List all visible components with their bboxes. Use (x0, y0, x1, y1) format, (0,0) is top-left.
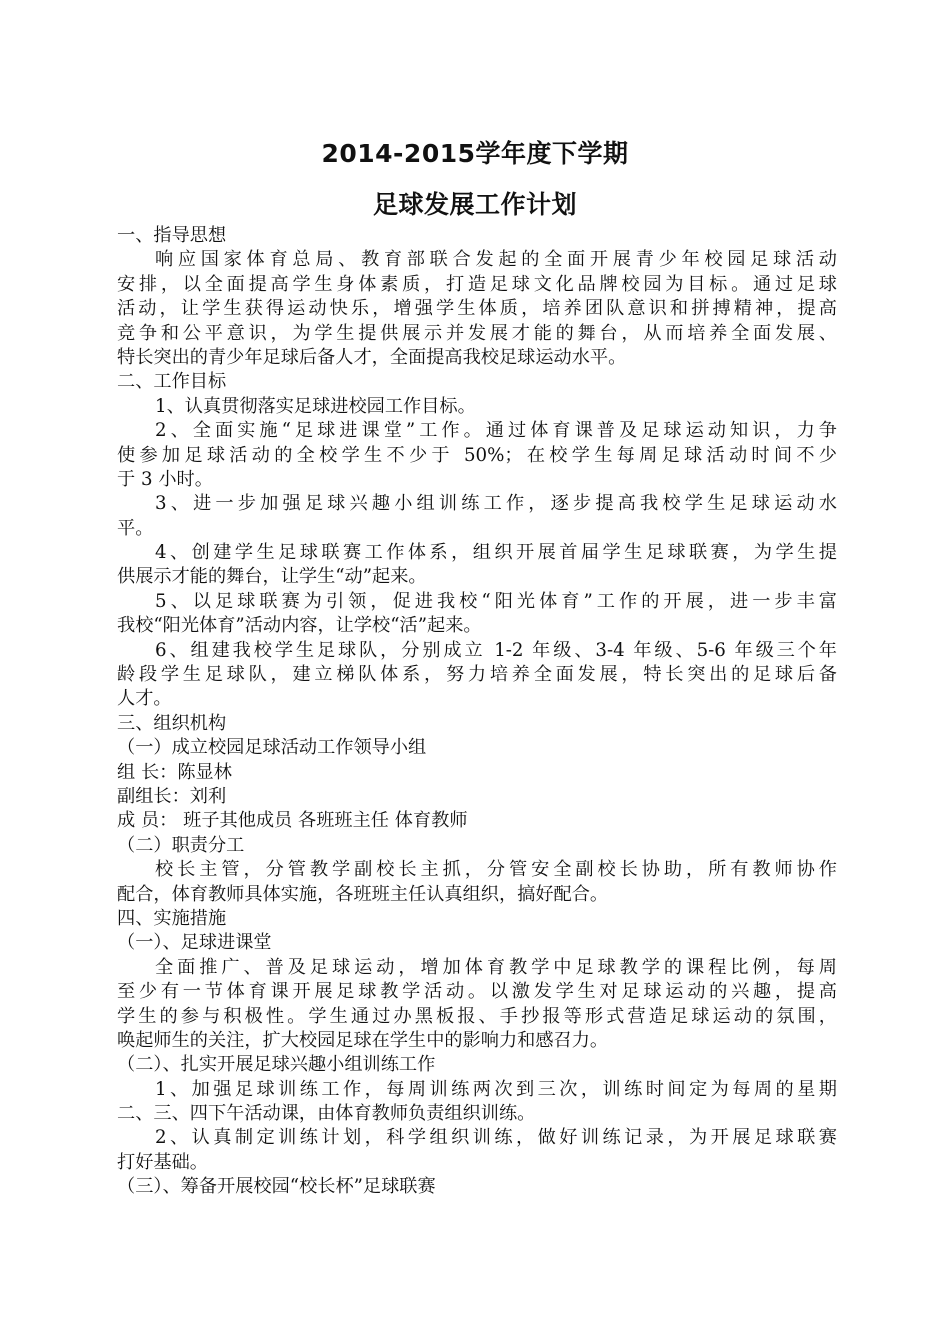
text-line: （三）、筹备开展校园“校长杯”足球联赛 (117, 1176, 436, 1198)
text-line: 特长突出的青少年足球后备人才，全面提高我校足球运动水平。 (117, 346, 627, 368)
text-line: 供展示才能的舞台，让学生“动”起来。 (117, 566, 427, 588)
text-line: （一）成立校园足球活动工作领导小组 (117, 737, 427, 759)
text-line: （一）、足球进课堂 (117, 932, 272, 954)
document-title-line-1: 2014-2015学年度下学期 (321, 139, 629, 168)
text-line: 校长主管，分管教学副校长主抓，分管安全副校长协助，所有教师协作 (155, 859, 837, 881)
text-line: 二、工作目标 (117, 371, 227, 393)
text-line: 5、以足球联赛为引领，促进我校“阳光体育”工作的开展，进一步丰富 (155, 590, 837, 612)
text-line: 配合，体育教师具体实施，各班班主任认真组织，搞好配合。 (117, 883, 609, 905)
document-body (117, 224, 837, 1200)
text-line: 3、进一步加强足球兴趣小组训练工作，逐步提高我校学生足球运动水 (155, 493, 837, 515)
text-line: 副组长：刘利 (117, 785, 227, 807)
text-line: 成 员： 班子其他成员 各班班主任 体育教师 (117, 810, 468, 832)
text-line: （二）、扎实开展足球兴趣小组训练工作 (117, 1054, 436, 1076)
text-line: 1、加强足球训练工作，每周训练两次到三次，训练时间定为每周的星期 (155, 1078, 837, 1100)
text-line: 2、全面实施“足球进课堂”工作。通过体育课普及足球运动知识，力争 (155, 420, 837, 442)
text-line: 学生的参与积极性。学生通过办黑板报、手抄报等形式营造足球运动的氛围， (117, 1005, 837, 1027)
text-line: 平。 (117, 517, 154, 539)
text-line: 唤起师生的关注，扩大校园足球在学生中的影响力和感召力。 (117, 1029, 609, 1051)
text-line: 三、组织机构 (117, 712, 227, 734)
text-line: 4、创建学生足球联赛工作体系，组织开展首届学生足球联赛，为学生提 (155, 542, 837, 564)
text-line: 于 3 小时。 (117, 468, 213, 490)
text-line: 2、认真制定训练计划，科学组织训练，做好训练记录，为开展足球联赛 (155, 1127, 837, 1149)
text-line: 全面推广、普及足球运动，增加体育教学中足球教学的课程比例，每周 (155, 956, 837, 978)
text-line: 至少有一节体育课开展足球教学活动。以激发学生对足球运动的兴趣，提高 (117, 981, 837, 1003)
document-title-line-2: 足球发展工作计划 (372, 190, 577, 219)
text-line: 响应国家体育总局、教育部联合发起的全面开展青少年校园足球活动 (155, 249, 837, 271)
text-line: 龄段学生足球队，建立梯队体系，努力培养全面发展，特长突出的足球后备 (117, 664, 837, 686)
text-line: 1、认真贯彻落实足球进校园工作目标。 (155, 395, 476, 417)
text-line: 竞争和公平意识，为学生提供展示并发展才能的舞台，从而培养全面发展、 (117, 322, 837, 344)
text-line: 一、指导思想 (117, 225, 227, 246)
text-line: 活动，让学生获得运动快乐，增强学生体质，培养团队意识和拼搏精神，提高 (117, 298, 837, 320)
text-line: 二、三、四下午活动课，由体育教师负责组织训练。 (117, 1103, 536, 1125)
text-line: 人才。 (117, 688, 172, 710)
text-line: 组 长：陈显林 (117, 761, 232, 783)
text-line: 6、组建我校学生足球队，分别成立 1-2 年级、3-4 年级、5-6 年级三个年 (155, 639, 837, 661)
text-line: 四、实施措施 (117, 907, 227, 929)
text-line: 使参加足球活动的全校学生不少于 50%；在校学生每周足球活动时间不少 (117, 444, 837, 466)
text-line: 打好基础。 (117, 1151, 208, 1173)
text-line: 安排，以全面提高学生身体素质，打造足球文化品牌校园为目标。通过足球 (117, 273, 837, 295)
text-line: （二）职责分工 (117, 834, 245, 856)
text-line: 我校“阳光体育”活动内容，让学校“活”起来。 (117, 615, 482, 637)
